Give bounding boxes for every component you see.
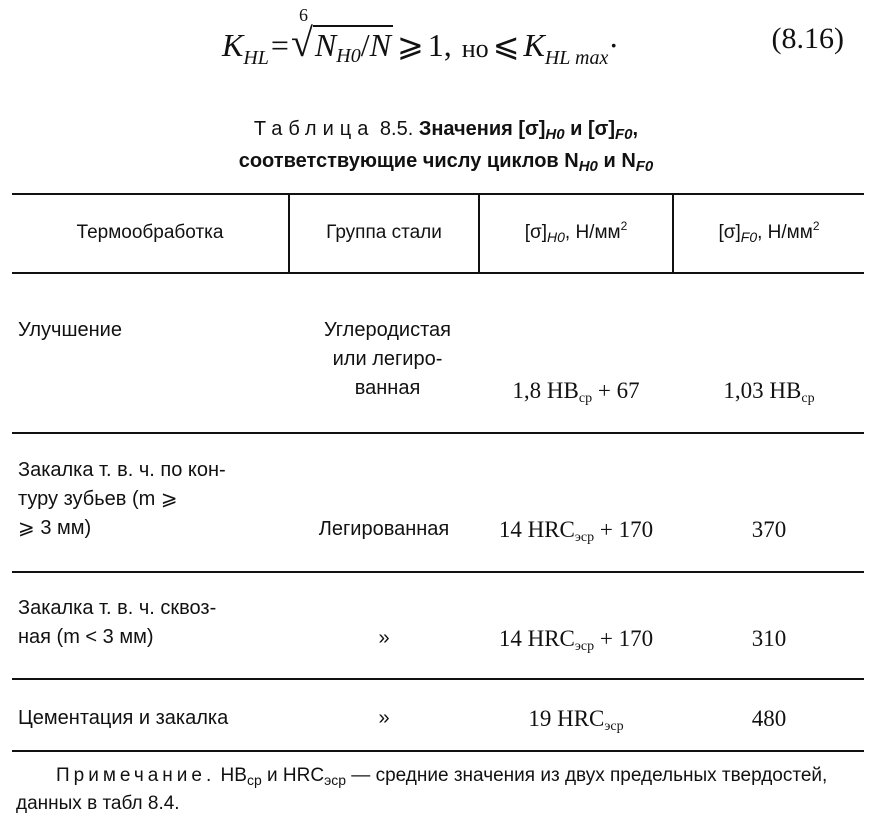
note-t2: и HRC xyxy=(261,765,325,786)
table-row-4-treatment xyxy=(18,704,228,733)
row1-steel-line1: Углеродистая xyxy=(324,319,451,341)
formula-rhs-dot: · xyxy=(608,27,620,63)
caption-line1-and: и [σ] xyxy=(564,118,615,140)
caption-line1-sub2: F0 xyxy=(615,126,633,143)
radicand-slash: / xyxy=(360,27,370,63)
row3-h-tail: + 170 xyxy=(594,626,654,651)
caption-line2-text: соответствующие числу циклов N xyxy=(238,150,579,172)
row-divider-1 xyxy=(12,432,864,434)
header-sigma-h0-sub: H0 xyxy=(547,229,565,245)
table-row-1-sigma-f0 xyxy=(674,376,864,409)
table-caption xyxy=(0,114,892,178)
caption-line-2 xyxy=(0,146,892,178)
row4-h-sub: эср xyxy=(604,719,624,734)
table-row-2-sigma-f0 xyxy=(674,515,864,544)
row2-steel-line1: Легированная xyxy=(318,518,450,540)
header-sigma-f0-main: [σ] xyxy=(718,222,741,243)
row-divider-3 xyxy=(12,678,864,680)
table-row-1-treatment xyxy=(18,316,122,345)
formula-ge: ⩾ xyxy=(396,27,424,63)
table-row-2-steel xyxy=(290,515,478,544)
table-row-2-sigma-h0 xyxy=(480,515,672,548)
row4-f-main: 480 xyxy=(751,706,787,731)
row4-h-main: 19 HRC xyxy=(528,706,605,731)
row3-h-sub: эср xyxy=(574,639,595,654)
table-row-3-sigma-f0 xyxy=(674,624,864,653)
formula-but: но xyxy=(461,34,489,63)
formula-root-index: 6 xyxy=(298,5,308,25)
row1-treatment-line1: Улучшение xyxy=(18,319,122,341)
formula-radical xyxy=(290,5,393,67)
header-sigma-h0-unit: , Н/мм xyxy=(564,222,621,243)
note-s1: ср xyxy=(246,772,262,788)
row3-h-main: 14 HRC xyxy=(498,626,575,651)
formula-radicand xyxy=(313,25,393,67)
table-row-4-sigma-h0 xyxy=(480,704,672,737)
radicand-a-sub: H0 xyxy=(336,45,361,67)
row2-h-tail: + 170 xyxy=(594,517,654,542)
row1-h-sub: ср xyxy=(578,391,593,406)
row3-steel-line1: » xyxy=(378,627,390,649)
note-t1: HB xyxy=(215,765,247,786)
row1-steel-line2: или легиро- xyxy=(332,348,443,370)
row1-h-main: 1,8 HB xyxy=(512,378,579,403)
table-row-3-steel xyxy=(290,624,478,653)
formula-le: ⩽ xyxy=(492,27,520,63)
row-divider-2 xyxy=(12,571,864,573)
formula-lhs-sub: HL xyxy=(243,47,269,69)
formula-8-16 xyxy=(222,5,620,69)
caption-line1-text: Значения [σ] xyxy=(418,118,546,140)
row2-h-sub: эср xyxy=(574,530,595,545)
formula-eq: = xyxy=(270,27,289,63)
table-row-3-treatment xyxy=(18,594,216,652)
header-steel-group-label: Группа стали xyxy=(326,222,442,243)
note-s2: эср xyxy=(324,772,347,788)
header-sigma-f0 xyxy=(674,193,864,273)
table-row-4-sigma-f0 xyxy=(674,704,864,733)
formula-rhs-sub: HL max xyxy=(544,47,609,69)
header-treatment-label: Термообработка xyxy=(76,222,224,243)
header-sigma-f0-unit: , Н/мм xyxy=(757,222,813,243)
row1-f-main: 1,03 HB xyxy=(723,378,802,403)
header-steel-group xyxy=(290,193,478,273)
caption-line2-and: и N xyxy=(597,150,636,172)
table-note xyxy=(16,762,876,818)
header-sigma-h0 xyxy=(480,193,672,273)
caption-label: Таблица xyxy=(253,118,375,140)
row1-h-tail: + 67 xyxy=(592,378,640,403)
formula-lhs: K xyxy=(222,27,244,63)
row3-f-main: 310 xyxy=(751,626,787,651)
table-bottom-rule xyxy=(12,750,864,752)
table-row-1-sigma-h0 xyxy=(480,376,672,409)
caption-line-1 xyxy=(0,114,892,146)
row3-treatment-line2: ная (m < 3 мм) xyxy=(18,626,154,648)
note-label: Примечание. xyxy=(56,765,216,786)
note-t3: — средние значения из двух предельных твердостей, данных в табл 8.4. xyxy=(16,765,828,814)
header-sigma-h0-main: [σ] xyxy=(524,222,547,243)
row4-treatment-line1: Цементация и закалка xyxy=(18,707,229,729)
row2-treatment-line3: ⩾ 3 мм) xyxy=(18,517,92,539)
row2-treatment-line2: туру зубьев (m ⩾ xyxy=(18,488,178,510)
row4-steel-line1: » xyxy=(378,707,390,729)
row3-treatment-line1: Закалка т. в. ч. сквоз- xyxy=(18,597,217,619)
equation-number: (8.16) xyxy=(771,22,844,55)
caption-line1-sub1: H0 xyxy=(545,126,565,143)
radicand-b: N xyxy=(369,27,391,63)
row1-steel-line3: ванная xyxy=(354,377,421,399)
row1-f-sub: ср xyxy=(801,391,815,406)
caption-line1-end: , xyxy=(632,118,639,140)
formula-one: 1, xyxy=(427,27,452,63)
table-row-2-treatment xyxy=(18,456,226,543)
table-row-4-steel xyxy=(290,704,478,733)
radical-sign-icon: √ xyxy=(290,20,313,65)
header-treatment xyxy=(12,193,288,273)
header-sigma-f0-sup: 2 xyxy=(812,219,820,233)
header-sigma-h0-sup: 2 xyxy=(620,219,628,233)
caption-line2-sub1: H0 xyxy=(578,158,598,175)
caption-line2-sub2: F0 xyxy=(635,158,654,175)
formula-rhs: K xyxy=(523,27,545,63)
row2-treatment-line1: Закалка т. в. ч. по кон- xyxy=(18,459,226,481)
row2-f-main: 370 xyxy=(751,517,787,542)
row2-h-main: 14 HRC xyxy=(498,517,575,542)
radicand-a: N xyxy=(314,27,337,63)
header-sigma-f0-sub: F0 xyxy=(740,229,758,245)
caption-number: 8.5. xyxy=(379,118,414,140)
table-row-3-sigma-h0 xyxy=(480,624,672,657)
table-row-1-steel xyxy=(300,316,475,403)
